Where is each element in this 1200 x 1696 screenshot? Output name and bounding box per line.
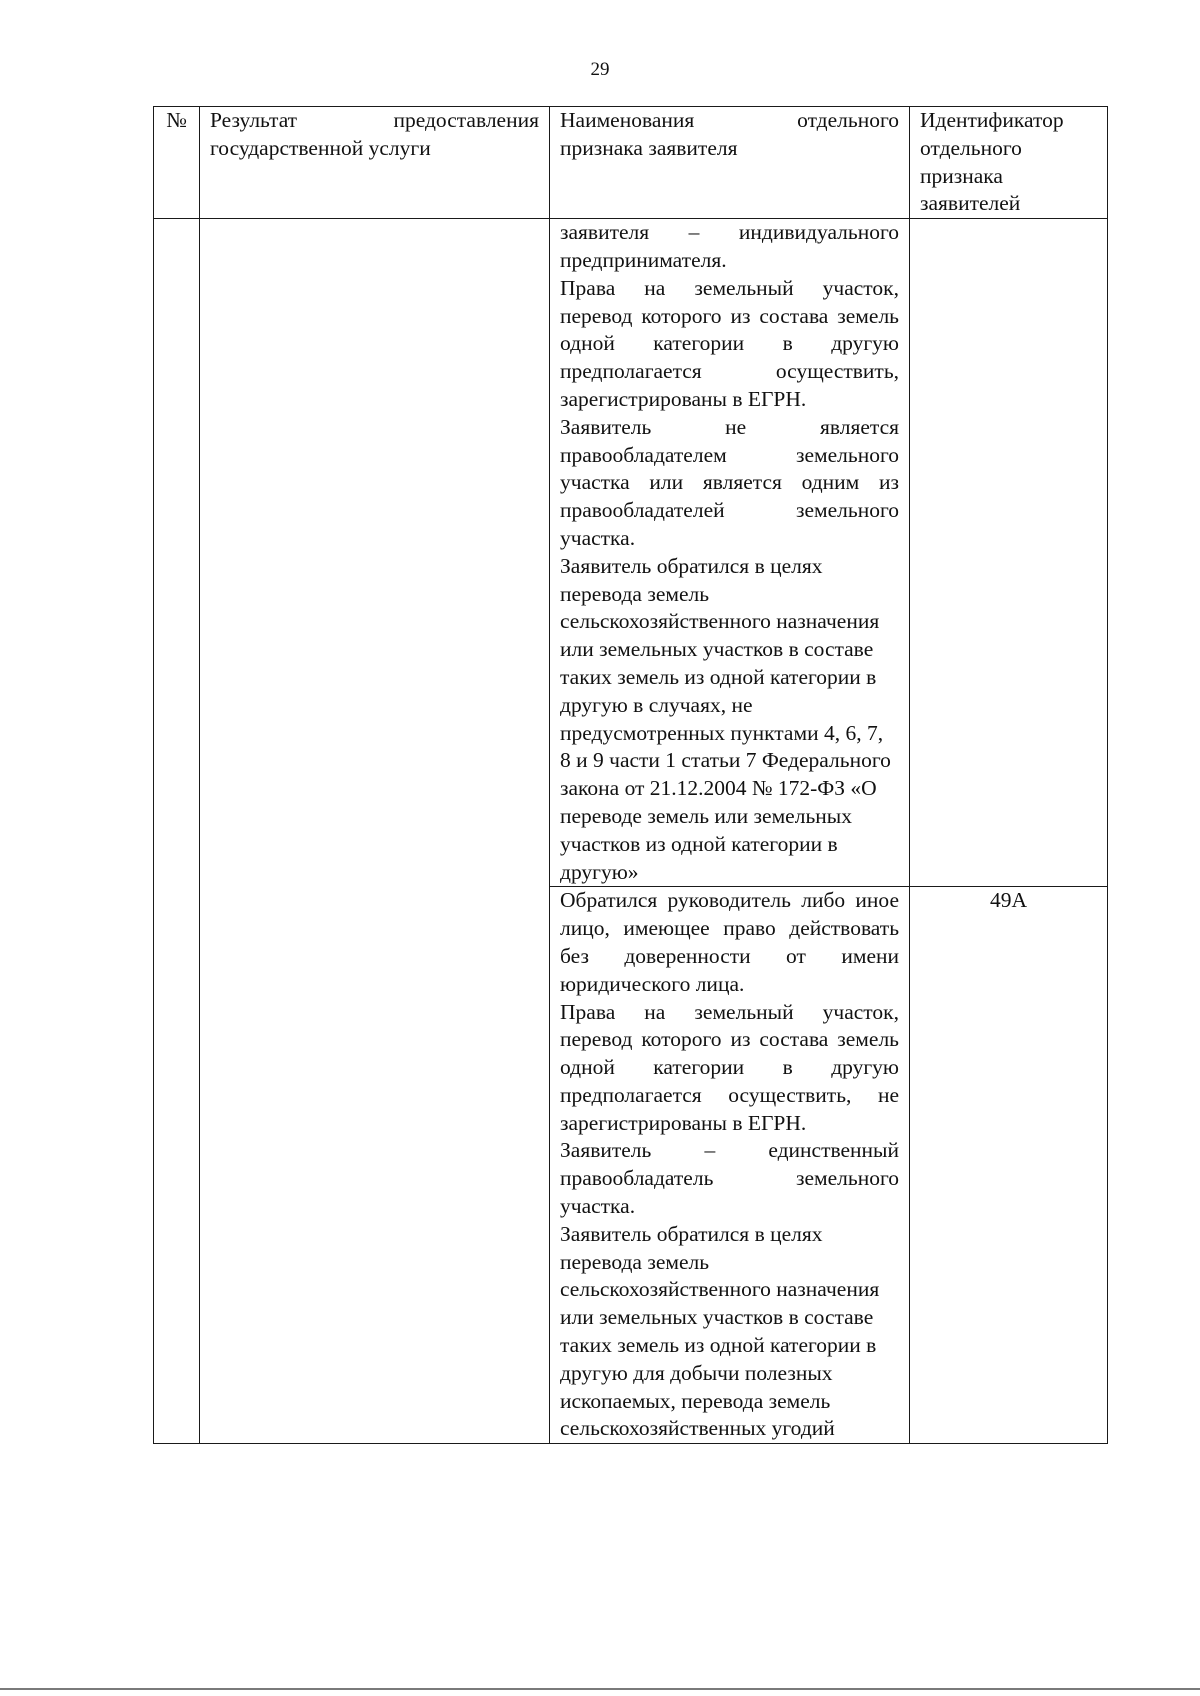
header-service-result	[200, 107, 550, 219]
header-service-result-line2: государственной услуги	[210, 135, 431, 160]
header-feature-identifier	[910, 107, 1108, 219]
row-number-cell	[154, 887, 200, 1444]
header-feature-name	[550, 107, 910, 219]
table-header-row	[154, 107, 1108, 219]
header-feature-identifier-line1: Идентификатор	[920, 108, 1064, 132]
page-number: 29	[590, 59, 610, 80]
feature-paragraph: Права на земельный участок, перевод которого из состава земель одной категории в другую предполагается осуществить, не зарегистрированы в ЕГРН.	[560, 999, 899, 1135]
row-identifier-cell	[910, 219, 1108, 887]
header-feature-identifier-line4: заявителей	[920, 191, 1021, 216]
row-feature-name-cell	[550, 219, 910, 887]
header-number: №	[154, 107, 200, 219]
feature-paragraph: Заявитель обратился в целях перевода земель сельскохозяйственного назначения или земельных участков в составе таких земель из одной категории в другую в случаях, не предусмотренных пунктами 4, 6, 7, 8 и 9 части 1 статьи 7 Федерального закона от 21.12.2004 № 172-ФЗ «О переводе земель или земельных участков из одной категории в другую»	[560, 553, 891, 884]
feature-paragraph: Заявитель – единственный правообладатель земельного участка.	[560, 1138, 899, 1219]
feature-paragraph: Обратился руководитель либо иное лицо, имеющее право действовать без доверенности от имени юридического лица.	[560, 888, 899, 996]
row-result-cell	[200, 887, 550, 1444]
header-feature-name-line1: Наименования отдельного	[560, 108, 899, 132]
row-result-cell	[200, 219, 550, 887]
applicant-features-table	[153, 106, 1108, 1444]
feature-paragraph: Заявитель не является правообладателем земельного участка или является одним из правообладателей земельного участка.	[560, 414, 899, 550]
header-feature-identifier-line2: отдельного	[920, 135, 1022, 160]
row-feature-name-cell	[550, 887, 910, 1444]
header-feature-identifier-line3: признака	[920, 163, 1003, 188]
feature-paragraph: Права на земельный участок, перевод которого из состава земель одной категории в другую предполагается осуществить, зарегистрированы в ЕГРН.	[560, 275, 899, 411]
scan-bottom-edge	[0, 1688, 1200, 1690]
table-row	[154, 219, 1108, 887]
feature-paragraph: Заявитель обратился в целях перевода земель сельскохозяйственного назначения или земельных участков в составе таких земель из одной категории в другую для добычи полезных ископаемых, перевода земель сельскохозяйственных угодий	[560, 1221, 880, 1441]
row-identifier-cell: 49А	[910, 887, 1108, 1444]
header-service-result-line1: Результат предоставления	[210, 108, 539, 132]
feature-paragraph: заявителя – индивидуального предпринимателя.	[560, 220, 899, 272]
header-feature-name-line2: признака заявителя	[560, 135, 738, 160]
table-row	[154, 887, 1108, 1444]
row-number-cell	[154, 219, 200, 887]
